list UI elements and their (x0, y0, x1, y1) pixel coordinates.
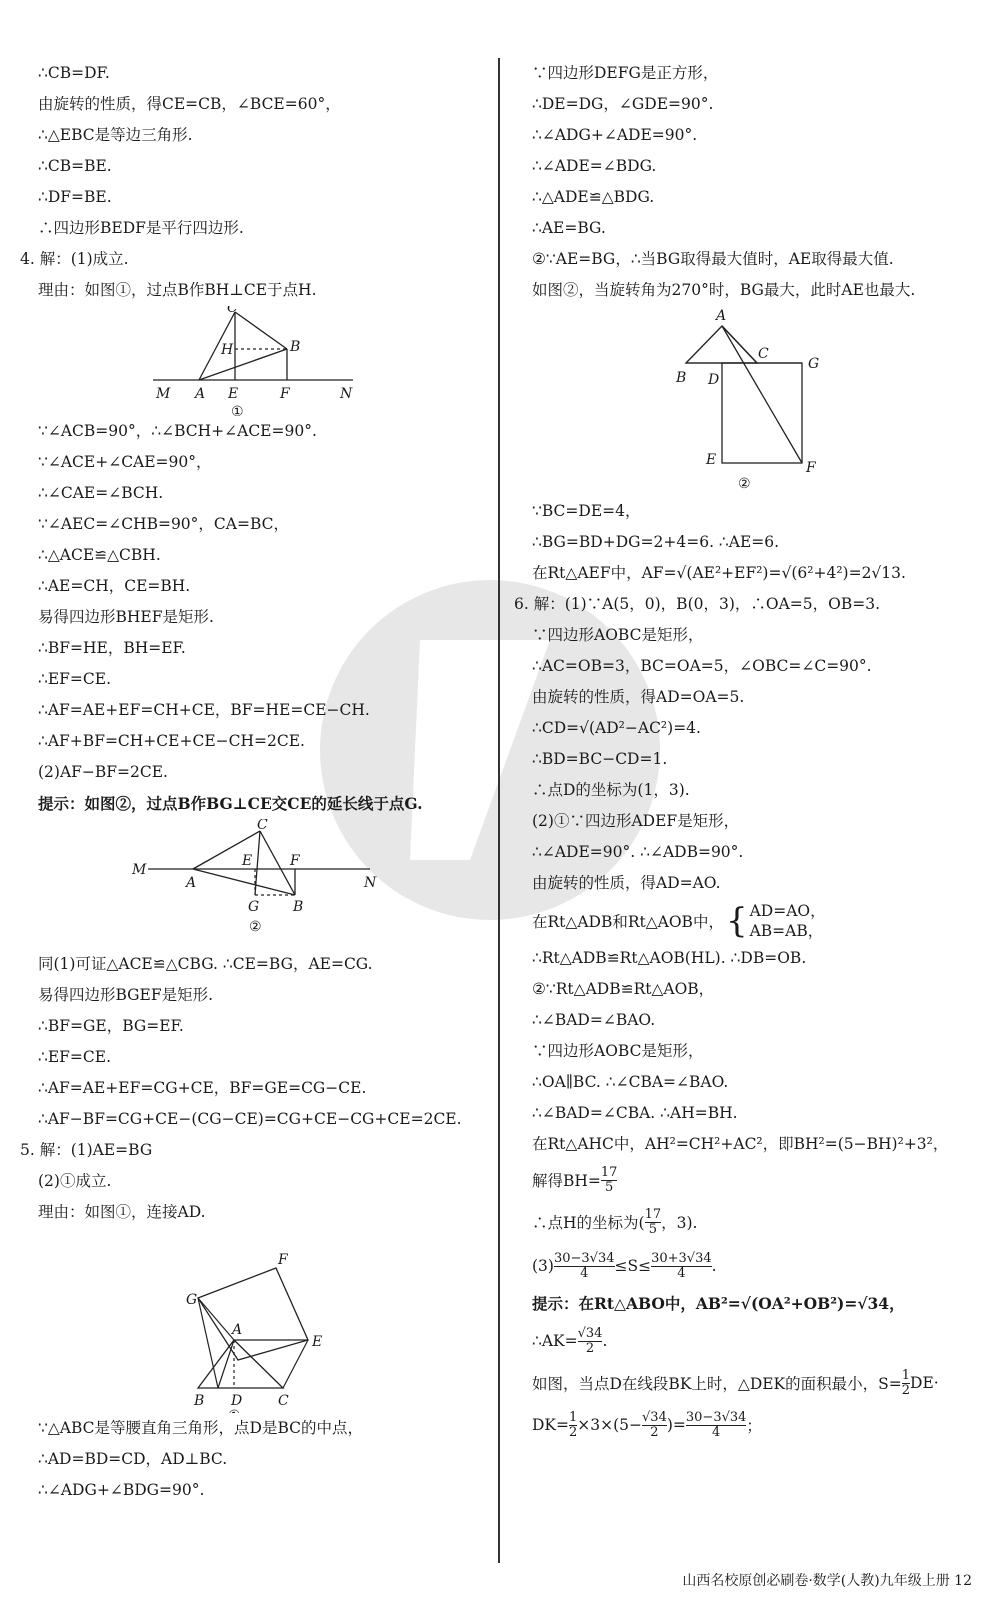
text-line: ∴点D的坐标为(1，3). (532, 781, 690, 799)
system-prefix: 在Rt△ADB和Rt△AOB中， (532, 913, 724, 931)
label-D: D (708, 372, 720, 388)
dk-close: )= (666, 1416, 686, 1434)
text-line: ∴△ACE≌△CBH. (38, 546, 161, 564)
figure-1-q4 (38, 306, 468, 416)
text-line: ∴四边形BEDF是平行四边形. (38, 219, 244, 237)
text-line: 理由：如图①，连接AD. (38, 1203, 206, 1221)
label-C: C (227, 306, 238, 316)
area-suffix: DE· (910, 1374, 939, 1392)
right-column (514, 58, 982, 1447)
label-B: B (293, 899, 304, 915)
label-A: A (232, 1322, 243, 1338)
figure-number: ② (738, 476, 751, 492)
text-line: ∴EF=CE. (38, 670, 112, 688)
system-eq-1: AD=AO， (749, 902, 826, 920)
dk-prefix: DK= (532, 1416, 569, 1434)
label-C: C (278, 1393, 289, 1409)
hint-line: 提示：如图②，过点B作BG⊥CE交CE的延长线于点G. (38, 794, 423, 813)
part3-line (532, 1244, 982, 1288)
text-line: 在Rt△AHC中，AH²=CH²+AC²，即BH²=(5−BH)²+3²， (532, 1135, 949, 1153)
text-line: ∴CB=DF. (38, 64, 110, 82)
question-5-heading: 5. 解：(1)AE=BG (20, 1141, 153, 1159)
text-line: (2)AF−BF=2CE. (38, 763, 168, 781)
label-E: E (228, 386, 239, 402)
left-column (20, 58, 468, 1506)
text-line: (2)①∵四边形ADEF是矩形， (532, 812, 740, 830)
text-line: ∴CB=BE. (38, 157, 112, 175)
text-line: ∴AE=BG. (532, 219, 606, 237)
fraction: $\frac{1}{2}$ (569, 1409, 578, 1440)
text-line: (2)①成立. (38, 1172, 112, 1190)
label-A: A (716, 308, 727, 324)
text-line: ②∵Rt△ADB≌Rt△AOB， (532, 980, 715, 998)
label-C: C (257, 819, 268, 833)
text-line: ∵∠AEC=∠CHB=90°，CA=BC， (38, 515, 289, 533)
label-A: A (186, 875, 197, 891)
hint-line: 提示：在Rt△ABO中，AB²=√(OA²+OB²)=√34， (532, 1294, 905, 1313)
fraction: $\frac{30+3√34}{4}$ (651, 1250, 712, 1281)
text-line: ∵BC=DE=4， (532, 502, 641, 520)
text-line: ∴∠ADE=90°. ∴∠ADB=90°. (532, 843, 744, 861)
text-line: 由旋转的性质，得CE=CB，∠BCE=60°， (38, 95, 341, 113)
brace: { (725, 901, 748, 941)
text-line: 易得四边形BGEF是矩形. (38, 986, 214, 1004)
label-G: G (248, 899, 260, 915)
text-line: 如图②，当旋转角为270°时，BG最大，此时AE也最大. (532, 281, 916, 299)
text-line: ∴∠ADG+∠ADE=90°. (532, 126, 698, 144)
text-line: ∴∠ADE=∠BDG. (532, 157, 657, 175)
column-divider (498, 58, 500, 1563)
text-line: ∴△ADE≌△BDG. (532, 188, 655, 206)
dk-line (532, 1403, 982, 1447)
label-M: M (156, 386, 171, 402)
label-G: G (808, 356, 820, 372)
text-line: ∴DE=DG，∠GDE=90°. (532, 95, 714, 113)
text-line: ∵△ABC是等腰直角三角形，点D是BC的中点， (38, 1419, 363, 1437)
label-B: B (290, 339, 301, 355)
label-C: C (758, 346, 769, 362)
text-line: ∴EF=CE. (38, 1048, 112, 1066)
label-A: A (195, 386, 206, 402)
fraction: $\frac{30-3√34}{4}$ (685, 1409, 747, 1440)
text-line: 在Rt△AEF中，AF=√(AE²+EF²)=√(6²+4²)=2√13. (532, 564, 906, 582)
text-line: ∴∠BAD=∠CBA. ∴AH=BH. (532, 1104, 738, 1122)
text-line: ∴BG=BD+DG=2+4=6. ∴AE=6. (532, 533, 780, 551)
label-E: E (312, 1334, 323, 1350)
system-eq-2: AB=AB， (749, 922, 824, 940)
text-line: ∴∠CAE=∠BCH. (38, 484, 164, 502)
label-M: M (132, 862, 147, 878)
fraction: $\frac{1}{2}$ (901, 1367, 911, 1398)
label-H: H (221, 342, 234, 358)
period: . (711, 1257, 717, 1275)
text-line: ∴∠BAD=∠BAO. (532, 1011, 656, 1029)
question-4-heading: 4. 解：(1)成立. (20, 250, 129, 268)
equation-system (532, 899, 982, 943)
text-line: 同(1)可证△ACE≌△CBG. ∴CE=BG，AE=CG. (38, 955, 373, 973)
ak-prefix: ∴AK= (532, 1332, 578, 1350)
text-line: ∴∠ADG+∠BDG=90°. (38, 1481, 205, 1499)
label-N: N (364, 875, 377, 891)
dk-mid: ×3×(5− (577, 1416, 643, 1434)
fraction: $\frac{√34}{2}$ (577, 1325, 603, 1356)
coord-h-line (532, 1200, 982, 1244)
text-line: ∴Rt△ADB≌Rt△AOB(HL). ∴DB=OB. (532, 949, 807, 967)
page-footer: 山西名校原创必刷卷·数学(人教)九年级上册 12 (682, 1573, 972, 1589)
text-line: ∴BF=HE，BH=EF. (38, 639, 186, 657)
text-line: ∴AF=AE+EF=CG+CE，BF=GE=CG−CE. (38, 1079, 367, 1097)
label-E: E (242, 853, 253, 869)
label-B: B (676, 370, 687, 386)
text-line: ∴AF+BF=CH+CE+CE−CH=2CE. (38, 732, 305, 750)
figure-2-q4 (38, 819, 468, 949)
fraction: $\frac{√34}{2}$ (642, 1409, 667, 1440)
figure-number: ① (231, 404, 244, 416)
ak-line (532, 1319, 982, 1363)
period: . (602, 1332, 608, 1350)
text-line: ∴CD=√(AD²−AC²)=4. (532, 719, 701, 737)
text-line: ∴△EBC是等边三角形. (38, 126, 193, 144)
label-F: F (280, 386, 290, 402)
text-line: 由旋转的性质，得AD=OA=5. (532, 688, 745, 706)
label-F: F (290, 853, 300, 869)
part3-prefix: (3) (532, 1257, 554, 1275)
text-line: ∴DF=BE. (38, 188, 112, 206)
text-line: ∴AF−BF=CG+CE−(CG−CE)=CG+CE−CG+CE=2CE. (38, 1110, 462, 1128)
text-line: ∴BD=BC−CD=1. (532, 750, 668, 768)
text-line: ∵四边形AOBC是矩形， (532, 626, 704, 644)
text-line: 易得四边形BHEF是矩形. (38, 608, 214, 626)
text-line: ∵四边形DEFG是正方形， (532, 64, 719, 82)
figure-number (228, 1408, 241, 1413)
inequality: ≤S≤ (614, 1257, 652, 1275)
text-line: ∴OA∥BC. ∴∠CBA=∠BAO. (532, 1073, 729, 1091)
solve-prefix: 解得BH= (532, 1172, 601, 1190)
solve-line (532, 1160, 982, 1200)
fraction: $\frac{17}{5}$ (644, 1206, 662, 1237)
label-F: F (278, 1252, 288, 1268)
text-line: ∴AC=OB=3，BC=OA=5，∠OBC=∠C=90°. (532, 657, 872, 675)
label-F: F (806, 460, 816, 476)
area-prefix: 如图，当点D在线段BK上时，△DEK的面积最小，S= (532, 1375, 902, 1393)
label-D: D (231, 1393, 243, 1409)
text-line: 理由：如图①，过点B作BH⊥CE于点H. (38, 281, 317, 299)
question-6-heading: 6. 解：(1)∵A(5，0)，B(0，3)，∴OA=5，OB=3. (514, 595, 881, 613)
text-line: ∴AE=CH，CE=BH. (38, 577, 191, 595)
coord-prefix: ∴点H的坐标为( (532, 1214, 645, 1232)
figure-1-q5 (38, 1228, 468, 1413)
fraction: $\frac{30-3√34}{4}$ (553, 1250, 615, 1281)
text-line: ∵∠ACB=90°，∴∠BCH+∠ACE=90°. (38, 422, 317, 440)
area-line (532, 1363, 982, 1403)
text-line: ∴AF=AE+EF=CH+CE，BF=HE=CE−CH. (38, 701, 370, 719)
text-line: 由旋转的性质，得AD=AO. (532, 874, 721, 892)
text-line: ②∵AE=BG，∴当BG取得最大值时，AE取得最大值. (532, 250, 894, 268)
label-N: N (340, 386, 353, 402)
figure-2-q5 (532, 306, 982, 496)
text-line: ∴AD=BD=CD，AD⊥BC. (38, 1450, 228, 1468)
label-B: B (194, 1393, 205, 1409)
fraction: $\frac{17}{5}$ (600, 1164, 618, 1195)
text-line: ∵∠ACE+∠CAE=90°， (38, 453, 212, 471)
figure-number: ② (249, 919, 262, 935)
label-G: G (186, 1292, 198, 1308)
dk-end: ； (746, 1417, 762, 1435)
text-line: ∴BF=GE，BG=EF. (38, 1017, 184, 1035)
text-line: ∵四边形AOBC是矩形， (532, 1042, 704, 1060)
coord-suffix: ，3). (661, 1214, 698, 1232)
label-E: E (706, 452, 717, 468)
